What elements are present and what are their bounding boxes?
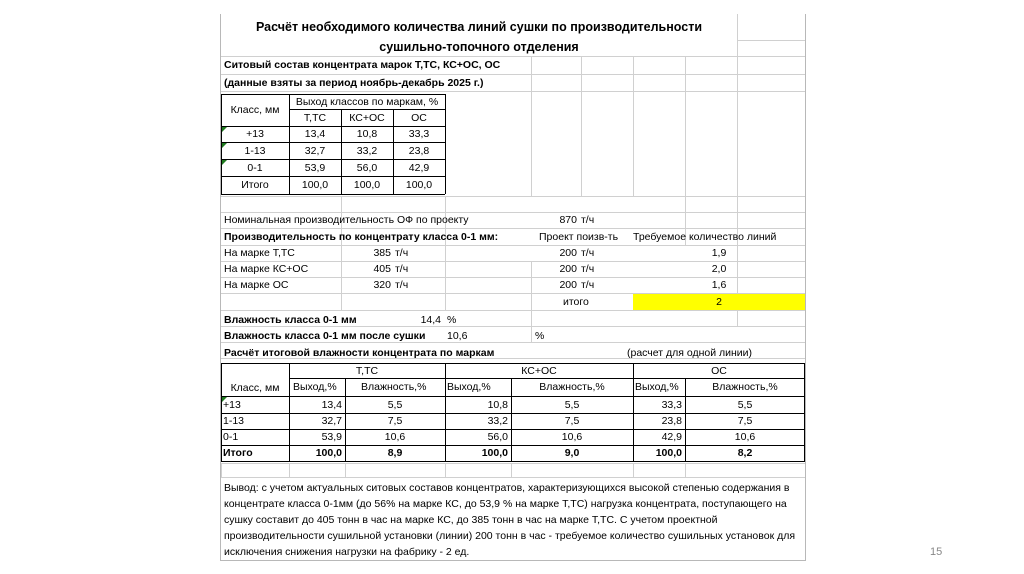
final-cell: 100,0 [481,447,508,459]
final-cell: 5,5 [387,399,403,411]
capacity-row-value: 405 [373,263,391,275]
sieve-row-class: Итого [241,179,269,191]
capacity-row-project: 200 [559,263,577,275]
capacity-row-project: 200 [559,279,577,291]
capacity-row-label: На марке ОС [224,279,289,291]
project-capacity-header: Проект поизв-ть [539,231,619,243]
capacity-heading: Производительность по концентрату класса 0-1 мм: [224,231,499,243]
sieve-col-header: ОС [411,112,427,124]
final-cell: 10,6 [384,431,406,443]
final-yield-header: Выход,% [447,381,491,393]
capacity-row-lines: 1,6 [711,279,727,291]
sieve-cell: 56,0 [356,162,378,174]
moisture-after-drying-unit: % [535,330,545,342]
sieve-cell: 33,2 [356,145,378,157]
final-cell: 10,8 [487,399,508,411]
sieve-cell: 13,4 [304,128,326,140]
final-yield-header: Выход,% [635,381,679,393]
final-cell: 53,9 [321,431,342,443]
nominal-capacity-unit: т/ч [581,214,595,226]
final-cell: 23,8 [661,415,682,427]
sieve-cell: 33,3 [408,128,430,140]
sieve-col-header: КС+ОС [349,112,385,124]
sieve-cell: 100,0 [353,179,381,191]
final-cell: 7,5 [564,415,580,427]
final-cell: 5,5 [737,399,753,411]
capacity-row-value: 385 [373,247,391,259]
conclusion-text: Вывод: с учетом актуальных ситовых составов концентратов, характеризующихся высокой степенью содержания в концентрате класса 0-1мм (до 56% на марке КС, до 53,9 % на марке Т,ТС) нагрузка концентрата, поступающего на сушку составит до 405 тонн в час на марке КС, до 385 тонн в час на марке Т,ТС. С учетом проектной производительности сушильной установки (линии) 200 тонн в час - требуемое количество сушильных установок для исключения снижения нагрузки на фабрику - 2 ед. [224,482,796,558]
moisture-label: Влажность класса 0-1 мм [224,314,357,326]
sieve-cell: 10,8 [356,128,378,140]
final-group-header: КС+ОС [521,365,557,377]
final-moisture-note: (расчет для одной линии) [627,347,753,359]
final-cell: 33,2 [487,415,508,427]
capacity-row-unit: т/ч [395,247,409,259]
sieve-row-class: 1-13 [244,145,266,157]
sieve-row-class: +13 [246,128,264,140]
sieve-cell: 100,0 [301,179,329,191]
final-cell: 10,6 [734,431,756,443]
capacity-row-label: На марке Т,ТС [224,247,295,259]
nominal-capacity-label: Номинальная производительность ОФ по проекту [224,214,469,226]
capacity-row-unit: т/ч [395,279,409,291]
capacity-row-value: 320 [373,279,391,291]
final-cell: 42,9 [661,431,682,443]
sieve-cell: 100,0 [405,179,433,191]
final-cell: 7,5 [737,415,753,427]
sieve-col-header: Т,ТС [303,112,327,124]
moisture-after-drying-label: Влажность класса 0-1 мм после сушки [224,330,426,342]
sieve-cell: 53,9 [304,162,326,174]
capacity-row-unit: т/ч [581,247,595,259]
final-cell: 32,7 [321,415,342,427]
sieve-cell: 42,9 [408,162,430,174]
final-cell: 8,9 [387,447,403,459]
final-cell: 7,5 [387,415,403,427]
final-cell: 100,0 [315,447,342,459]
sieve-period: (данные взяты за период ноябрь-декабрь 2025 г.) [224,77,484,89]
capacity-row-unit: т/ч [581,263,595,275]
final-cell: 100,0 [655,447,682,459]
final-cell: 13,4 [321,399,342,411]
total-lines-label: итого [563,296,589,308]
final-moisture-header: Влажность,% [712,381,778,393]
final-cell: 8,2 [737,447,753,459]
moisture-unit: % [447,314,457,326]
final-yield-header: Выход,% [293,381,337,393]
sieve-class-header: Класс, мм [230,104,280,116]
capacity-row-project: 200 [559,247,577,259]
final-row-class: 0-1 [223,431,239,443]
final-class-header: Класс, мм [230,382,280,394]
sieve-yield-header: Выход классов по маркам, % [295,96,439,108]
capacity-row-unit: т/ч [581,279,595,291]
final-row-class: +13 [223,399,241,411]
sieve-row-class: 0-1 [247,162,263,174]
capacity-row-unit: т/ч [395,263,409,275]
final-moisture-heading: Расчёт итоговой влажности концентрата по маркам [224,347,495,359]
final-cell: 56,0 [487,431,508,443]
moisture-value: 14,4 [420,314,441,326]
final-row-class: Итого [223,447,253,459]
final-group-header: ОС [711,365,727,377]
final-cell: 9,0 [564,447,580,459]
document-title-line1: Расчёт необходимого количества линий сушки по производительности [255,20,703,34]
total-lines-value: 2 [716,296,722,308]
slide-number: 15 [930,546,943,558]
final-cell: 10,6 [561,431,583,443]
spreadsheet [220,14,806,561]
final-moisture-header: Влажность,% [539,381,605,393]
document-title-line2: сушильно-топочного отделения [379,40,579,54]
sieve-heading: Ситовый состав концентрата марок Т,ТС, КС+ОС, ОС [224,59,501,71]
final-row-class: 1-13 [223,415,245,427]
required-lines-header: Требуемое количество линий [633,231,777,243]
final-group-header: Т,ТС [355,365,379,377]
moisture-after-drying-value: 10,6 [447,330,468,342]
sieve-cell: 23,8 [408,145,430,157]
final-moisture-header: Влажность,% [361,381,427,393]
sieve-cell: 32,7 [304,145,326,157]
capacity-row-lines: 2,0 [711,263,727,275]
final-cell: 5,5 [564,399,580,411]
final-cell: 33,3 [661,399,682,411]
capacity-row-lines: 1,9 [711,247,727,259]
capacity-row-label: На марке КС+ОС [224,263,309,275]
nominal-capacity-value: 870 [559,214,577,226]
